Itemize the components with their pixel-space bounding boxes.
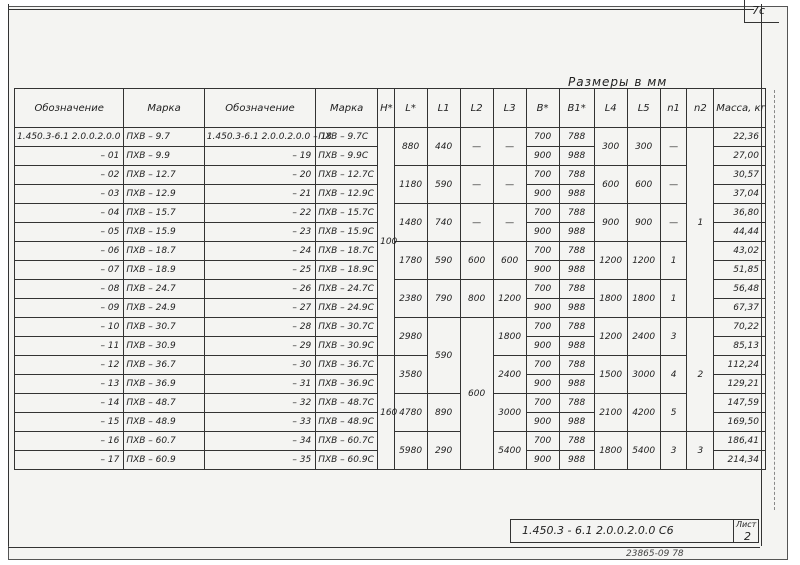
b1-cell: 988 <box>559 337 594 356</box>
designation-cell-2: – 23 <box>204 223 315 242</box>
designation-cell-2: – 29 <box>204 337 315 356</box>
b-cell: 700 <box>526 356 559 375</box>
mark-cell-2: ПХВ – 12.9С <box>316 185 378 204</box>
designation-cell: – 14 <box>15 394 124 413</box>
l1-cell: 740 <box>427 204 460 242</box>
mass-cell: 30,57 <box>714 166 766 185</box>
designation-cell: – 12 <box>15 356 124 375</box>
l5-cell: 300 <box>627 128 660 166</box>
mass-cell: 186,41 <box>714 432 766 451</box>
mass-cell: 129,21 <box>714 375 766 394</box>
mark-cell: ПХВ – 12.9 <box>124 185 204 204</box>
l3-cell: 5400 <box>493 432 526 470</box>
mark-cell-2: ПХВ – 60.7С <box>316 432 378 451</box>
l3-cell: — <box>493 166 526 204</box>
header-n1: n1 <box>660 89 687 128</box>
header-l: L* <box>394 89 427 128</box>
l4-cell: 1200 <box>594 242 627 280</box>
designation-cell: – 15 <box>15 413 124 432</box>
mark-cell: ПХВ – 9.9 <box>124 147 204 166</box>
designation-cell-2: – 26 <box>204 280 315 299</box>
b1-cell: 988 <box>559 147 594 166</box>
b-cell: 700 <box>526 242 559 261</box>
header-l3: L3 <box>493 89 526 128</box>
mass-cell: 56,48 <box>714 280 766 299</box>
l2-cell: — <box>460 128 493 166</box>
l4-cell: 900 <box>594 204 627 242</box>
header-mass: Масса, кг <box>714 89 766 128</box>
mass-cell: 147,59 <box>714 394 766 413</box>
l1-cell: 440 <box>427 128 460 166</box>
l3-cell: 2400 <box>493 356 526 394</box>
mass-cell: 169,50 <box>714 413 766 432</box>
designation-cell-2: – 24 <box>204 242 315 261</box>
size-title: Размеры в мм <box>568 75 668 89</box>
b-cell: 700 <box>526 280 559 299</box>
sheet-number: 2 <box>744 530 751 543</box>
frame-bottom-line <box>8 547 760 548</box>
b-cell: 900 <box>526 451 559 470</box>
designation-cell-2: – 33 <box>204 413 315 432</box>
l-cell: 1480 <box>394 204 427 242</box>
l4-cell: 300 <box>594 128 627 166</box>
frame-top-line <box>8 9 754 10</box>
mass-cell: 70,22 <box>714 318 766 337</box>
header-n2: n2 <box>687 89 714 128</box>
b1-cell: 788 <box>559 128 594 147</box>
designation-cell: – 06 <box>15 242 124 261</box>
l3-cell: 1800 <box>493 318 526 356</box>
l5-cell: 5400 <box>627 432 660 470</box>
designation-cell: 1.450.3-6.1 2.0.0.2.0.0 <box>15 128 124 147</box>
designation-cell-2: – 30 <box>204 356 315 375</box>
b-cell: 700 <box>526 204 559 223</box>
designation-cell: – 05 <box>15 223 124 242</box>
designation-cell: – 02 <box>15 166 124 185</box>
mass-cell: 44,44 <box>714 223 766 242</box>
mass-cell: 43,02 <box>714 242 766 261</box>
b1-cell: 988 <box>559 413 594 432</box>
b-cell: 700 <box>526 128 559 147</box>
mark-cell: ПХВ – 24.9 <box>124 299 204 318</box>
l-cell: 1780 <box>394 242 427 280</box>
header-row <box>15 89 766 128</box>
l5-cell: 900 <box>627 204 660 242</box>
l-cell: 2980 <box>394 318 427 356</box>
b1-cell: 988 <box>559 299 594 318</box>
mark-cell: ПХВ – 12.7 <box>124 166 204 185</box>
n2-cell: 2 <box>687 318 714 432</box>
l3-cell: 1200 <box>493 280 526 318</box>
l-cell: 2380 <box>394 280 427 318</box>
b-cell: 900 <box>526 261 559 280</box>
mark-cell-2: ПХВ – 24.9С <box>316 299 378 318</box>
designation-cell: – 16 <box>15 432 124 451</box>
designation-cell-2: 1.450.3-6.1 2.0.0.2.0.0 – 18 <box>204 128 315 147</box>
mass-cell: 112,24 <box>714 356 766 375</box>
mark-cell-2: ПХВ – 48.9С <box>316 413 378 432</box>
l-cell: 3580 <box>394 356 427 394</box>
corner-label: 7c <box>752 4 766 17</box>
b1-cell: 988 <box>559 185 594 204</box>
archive-number: 23865-09 78 <box>626 549 684 559</box>
b-cell: 900 <box>526 299 559 318</box>
designation-cell-2: – 34 <box>204 432 315 451</box>
designation-cell: – 03 <box>15 185 124 204</box>
mark-cell-2: ПХВ – 9.9С <box>316 147 378 166</box>
designation-cell-2: – 22 <box>204 204 315 223</box>
b1-cell: 988 <box>559 375 594 394</box>
designation-cell-2: – 25 <box>204 261 315 280</box>
mass-cell: 36,80 <box>714 204 766 223</box>
mark-cell: ПХВ – 30.9 <box>124 337 204 356</box>
mass-cell: 22,36 <box>714 128 766 147</box>
b-cell: 700 <box>526 394 559 413</box>
b1-cell: 988 <box>559 223 594 242</box>
l4-cell: 2100 <box>594 394 627 432</box>
designation-cell: – 08 <box>15 280 124 299</box>
l2-cell: 600 <box>460 242 493 280</box>
l5-cell: 1800 <box>627 280 660 318</box>
l-cell: 880 <box>394 128 427 166</box>
mark-cell-2: ПХВ – 36.7С <box>316 356 378 375</box>
n1-cell: — <box>660 166 687 204</box>
header-l4: L4 <box>594 89 627 128</box>
b-cell: 900 <box>526 185 559 204</box>
mark-cell-2: ПХВ – 30.9С <box>316 337 378 356</box>
n1-cell: 1 <box>660 242 687 280</box>
header-designation: Обозначение <box>15 89 124 128</box>
document-code: 1.450.3 - 6.1 2.0.0.2.0.0 С6 <box>522 524 674 537</box>
l1-cell: 590 <box>427 318 460 394</box>
l1-cell: 290 <box>427 432 460 470</box>
designation-cell-2: – 20 <box>204 166 315 185</box>
l3-cell: 3000 <box>493 394 526 432</box>
l-cell: 5980 <box>394 432 427 470</box>
l4-cell: 1500 <box>594 356 627 394</box>
mark-cell-2: ПХВ – 12.7С <box>316 166 378 185</box>
b1-cell: 788 <box>559 394 594 413</box>
mark-cell-2: ПХВ – 48.7С <box>316 394 378 413</box>
b1-cell: 788 <box>559 432 594 451</box>
b1-cell: 988 <box>559 451 594 470</box>
mark-cell-2: ПХВ – 24.7С <box>316 280 378 299</box>
l-cell: 4780 <box>394 394 427 432</box>
mark-cell: ПХВ – 18.9 <box>124 261 204 280</box>
mark-cell-2: ПХВ – 15.9С <box>316 223 378 242</box>
mass-cell: 85,13 <box>714 337 766 356</box>
l3-cell: 600 <box>493 242 526 280</box>
header-b1: B1* <box>559 89 594 128</box>
b-cell: 900 <box>526 413 559 432</box>
l2-cell: 800 <box>460 280 493 318</box>
designation-cell: – 01 <box>15 147 124 166</box>
b1-cell: 788 <box>559 280 594 299</box>
mark-cell: ПХВ – 9.7 <box>124 128 204 147</box>
l4-cell: 600 <box>594 166 627 204</box>
mark-cell: ПХВ – 60.7 <box>124 432 204 451</box>
mark-cell: ПХВ – 24.7 <box>124 280 204 299</box>
b1-cell: 988 <box>559 261 594 280</box>
l1-cell: 590 <box>427 166 460 204</box>
b1-cell: 788 <box>559 204 594 223</box>
mass-cell: 37,04 <box>714 185 766 204</box>
header-b: B* <box>526 89 559 128</box>
mass-cell: 27,00 <box>714 147 766 166</box>
designation-cell: – 04 <box>15 204 124 223</box>
h-cell: 160 <box>378 356 395 470</box>
l3-cell: — <box>493 128 526 166</box>
l3-cell: — <box>493 204 526 242</box>
l4-cell: 1800 <box>594 432 627 470</box>
header-l5: L5 <box>627 89 660 128</box>
n1-cell: 1 <box>660 280 687 318</box>
mark-cell-2: ПХВ – 18.7С <box>316 242 378 261</box>
l1-cell: 790 <box>427 280 460 318</box>
l4-cell: 1200 <box>594 318 627 356</box>
mark-cell-2: ПХВ – 18.9С <box>316 261 378 280</box>
mark-cell: ПХВ – 15.7 <box>124 204 204 223</box>
b1-cell: 788 <box>559 242 594 261</box>
designation-cell-2: – 35 <box>204 451 315 470</box>
l2-cell: — <box>460 204 493 242</box>
l5-cell: 3000 <box>627 356 660 394</box>
n1-cell: — <box>660 204 687 242</box>
designation-cell-2: – 21 <box>204 185 315 204</box>
mark-cell-2: ПХВ – 9.7С <box>316 128 378 147</box>
designation-cell-2: – 19 <box>204 147 315 166</box>
table-row <box>15 128 766 147</box>
header-mark: Марка <box>124 89 204 128</box>
b-cell: 900 <box>526 337 559 356</box>
n1-cell: 3 <box>660 432 687 470</box>
header-l1: L1 <box>427 89 460 128</box>
designation-cell-2: – 31 <box>204 375 315 394</box>
l5-cell: 2400 <box>627 318 660 356</box>
n1-cell: 3 <box>660 318 687 356</box>
l-cell: 1180 <box>394 166 427 204</box>
mark-cell-2: ПХВ – 36.9С <box>316 375 378 394</box>
mass-cell: 67,37 <box>714 299 766 318</box>
b1-cell: 788 <box>559 318 594 337</box>
b1-cell: 788 <box>559 166 594 185</box>
l2-cell: 600 <box>460 318 493 470</box>
n2-cell: 1 <box>687 128 714 318</box>
designation-cell-2: – 27 <box>204 299 315 318</box>
n1-cell: — <box>660 128 687 166</box>
l5-cell: 1200 <box>627 242 660 280</box>
mark-cell: ПХВ – 48.7 <box>124 394 204 413</box>
mark-cell-2: ПХВ – 60.9С <box>316 451 378 470</box>
l5-cell: 600 <box>627 166 660 204</box>
mark-cell: ПХВ – 60.9 <box>124 451 204 470</box>
mark-cell: ПХВ – 30.7 <box>124 318 204 337</box>
l1-cell: 590 <box>427 242 460 280</box>
designation-cell: – 13 <box>15 375 124 394</box>
header-h: H* <box>378 89 395 128</box>
mark-cell: ПХВ – 36.9 <box>124 375 204 394</box>
b-cell: 900 <box>526 375 559 394</box>
mark-cell: ПХВ – 18.7 <box>124 242 204 261</box>
header-l2: L2 <box>460 89 493 128</box>
header-mark-2: Марка <box>316 89 378 128</box>
designation-cell: – 07 <box>15 261 124 280</box>
b1-cell: 788 <box>559 356 594 375</box>
designation-cell: – 17 <box>15 451 124 470</box>
dimensions-table <box>14 88 766 470</box>
b-cell: 700 <box>526 318 559 337</box>
l4-cell: 1800 <box>594 280 627 318</box>
n2-cell: 3 <box>687 432 714 470</box>
b-cell: 700 <box>526 432 559 451</box>
mass-cell: 214,34 <box>714 451 766 470</box>
mark-cell: ПХВ – 15.9 <box>124 223 204 242</box>
mark-cell: ПХВ – 48.9 <box>124 413 204 432</box>
right-margin-line <box>774 90 783 510</box>
h-cell: 100 <box>378 128 395 356</box>
header-designation-2: Обозначение <box>204 89 315 128</box>
designation-cell-2: – 32 <box>204 394 315 413</box>
n1-cell: 5 <box>660 394 687 432</box>
l5-cell: 4200 <box>627 394 660 432</box>
n1-cell: 4 <box>660 356 687 394</box>
b-cell: 900 <box>526 147 559 166</box>
designation-cell: – 11 <box>15 337 124 356</box>
b-cell: 700 <box>526 166 559 185</box>
b-cell: 900 <box>526 223 559 242</box>
mass-cell: 51,85 <box>714 261 766 280</box>
mark-cell: ПХВ – 36.7 <box>124 356 204 375</box>
sheet-label: Лист <box>736 520 757 529</box>
mark-cell-2: ПХВ – 30.7С <box>316 318 378 337</box>
l1-cell: 890 <box>427 394 460 432</box>
designation-cell: – 09 <box>15 299 124 318</box>
designation-cell-2: – 28 <box>204 318 315 337</box>
mark-cell-2: ПХВ – 15.7С <box>316 204 378 223</box>
table-row <box>15 356 766 375</box>
designation-cell: – 10 <box>15 318 124 337</box>
l2-cell: — <box>460 166 493 204</box>
